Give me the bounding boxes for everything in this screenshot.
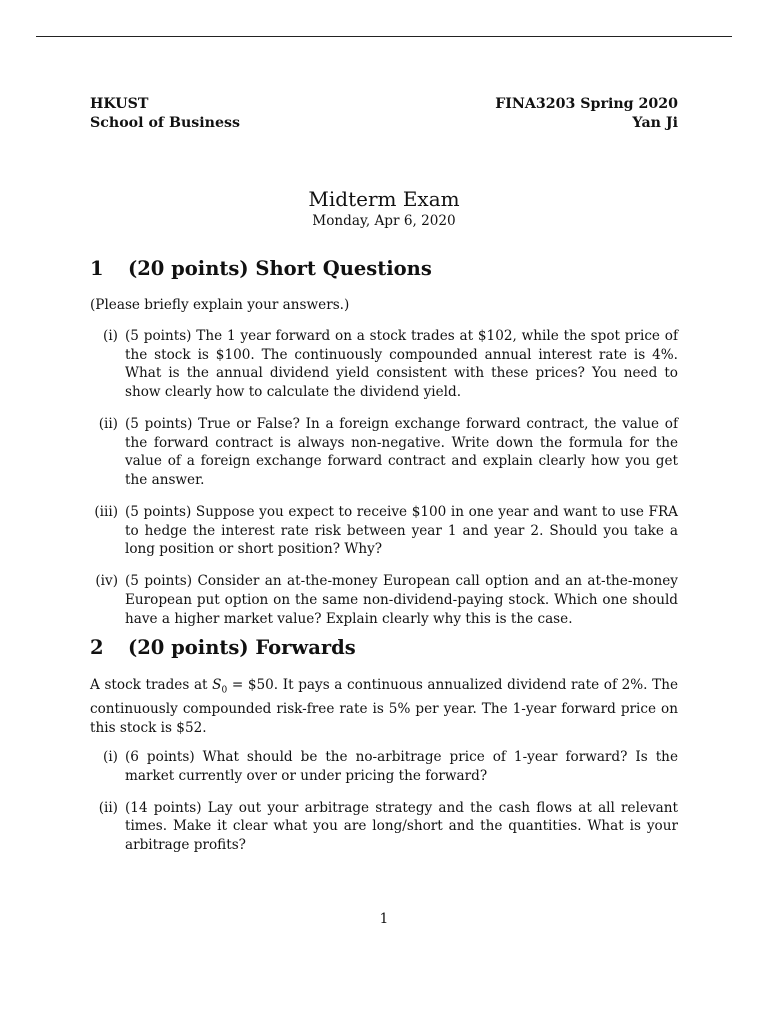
intro-text-start: A stock trades at bbox=[90, 677, 213, 693]
question-text: (6 points) What should be the no-arbitrage price of 1-year forward? Is the market currently over or under pricing the forward? bbox=[125, 749, 678, 784]
question-item bbox=[90, 327, 678, 401]
stock-variable: S bbox=[212, 677, 222, 693]
exam-title: Midterm Exam bbox=[308, 187, 460, 211]
section-2-intro bbox=[90, 676, 678, 738]
top-rule bbox=[36, 36, 732, 37]
section-2-number: 2 bbox=[90, 636, 104, 659]
section-2-title: (20 points) Forwards bbox=[128, 636, 356, 659]
title-block bbox=[0, 186, 768, 230]
question-item bbox=[90, 415, 678, 489]
question-text: (5 points) Suppose you expect to receive $100 in one year and want to use FRA to hedge the interest rate risk between year 1 and year 2. Should you take a long position or short position? Why? bbox=[125, 503, 678, 558]
header-left bbox=[90, 95, 240, 133]
question-text: (14 points) Lay out your arbitrage strategy and the cash flows at all relevant times. Make it clear what you are long/short and the quantities. What is your arbitrage profits? bbox=[125, 799, 678, 853]
question-marker: (ii) bbox=[98, 415, 118, 432]
page-number: 1 bbox=[379, 911, 389, 927]
question-marker: (iii) bbox=[94, 503, 118, 520]
intro-text-end: = $50. It pays a continuous annualized dividend rate of 2%. The continuously compounded risk-free rate is 5% per year. The 1-year forward price on this stock is $52. bbox=[90, 677, 678, 736]
exam-date: Monday, Apr 6, 2020 bbox=[312, 213, 456, 229]
question-text: (5 points) True or False? In a foreign exchange forward contract, the value of the forward contract is always non-negative. Write down the formula for the value of a foreign exchange forward contract and explain clearly how you get the answer. bbox=[125, 415, 678, 488]
school: School of Business bbox=[90, 115, 240, 131]
section-2-questions bbox=[90, 748, 678, 868]
question-item bbox=[90, 503, 678, 559]
section-1-intro: (Please briefly explain your answers.) bbox=[90, 297, 350, 313]
section-1-title: (20 points) Short Questions bbox=[128, 257, 432, 280]
header-right bbox=[495, 95, 678, 133]
section-1-number: 1 bbox=[90, 257, 104, 280]
question-item bbox=[90, 748, 678, 785]
stock-variable-subscript: 0 bbox=[221, 685, 228, 696]
instructor: Yan Ji bbox=[632, 115, 678, 131]
section-1-questions bbox=[90, 327, 678, 642]
course: FINA3203 Spring 2020 bbox=[495, 96, 678, 112]
question-marker: (i) bbox=[103, 749, 118, 765]
question-item bbox=[90, 799, 678, 855]
question-item bbox=[90, 572, 678, 628]
question-marker: (iv) bbox=[95, 573, 118, 590]
section-1-heading bbox=[90, 257, 432, 281]
question-marker: (ii) bbox=[98, 799, 118, 816]
section-2-heading bbox=[90, 636, 356, 660]
institution: HKUST bbox=[90, 96, 149, 112]
question-text: (5 points) Consider an at-the-money European call option and an at-the-money European put option on the same non-dividend-paying stock. Which one should have a higher market value? Explain clearly why this is the case. bbox=[125, 573, 678, 627]
question-text: (5 points) The 1 year forward on a stock trades at $102, while the spot price of the stock is $100. The continuously compounded annual interest rate is 4%. What is the annual dividend yield consistent with these prices? You need to show clearly how to calculate the dividend yield. bbox=[125, 328, 678, 400]
question-marker: (i) bbox=[103, 328, 118, 344]
